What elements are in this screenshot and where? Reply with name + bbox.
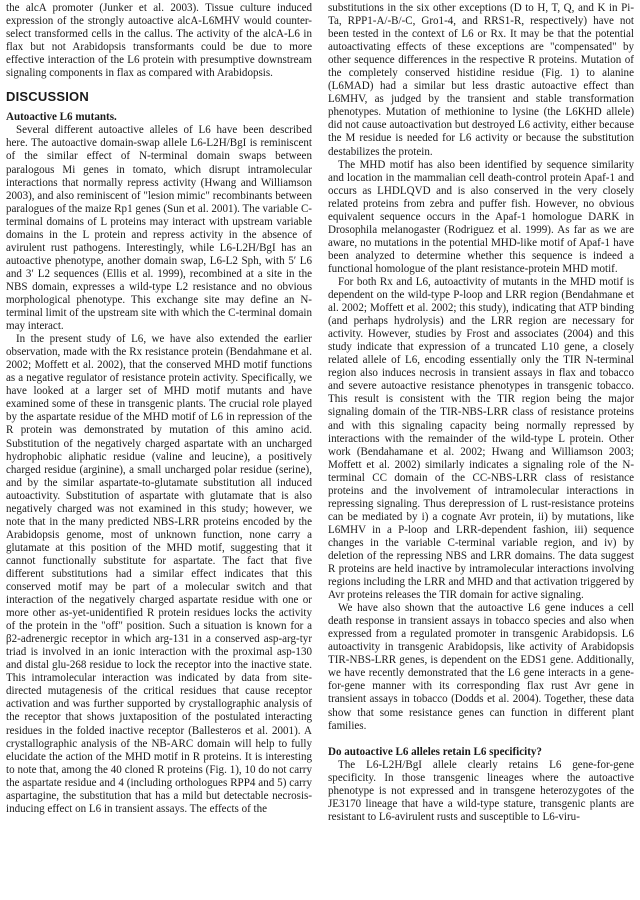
paragraph: For both Rx and L6, autoactivity of mutants in the MHD motif is dependent on the wild-type P-loop and LRR region (Bendahmane et al. 2002; Moffett et al. 2002; this study), indicating that ATP binding (and perhaps hydrolysis) and the LRR region are necessary for activity. However, studies by Frost and associates (2004) and this study indicate that expression of a truncated L10 gene, a closely related allele of L6, encoding essentially only the TIR N-terminal region also induces necrosis in transient assays in flax and tobacco and severe autoactive resistance phenotypes in transgenic tobacco. This result is consistent with the TIR region being the major signaling domain of the TIR-NBS-LRR class of resistance proteins and with this signaling capacity being normally repressed by interactions with the remainder of the wild-type L protein. Other work (Bendahamane et al. 2002; Hwang and Williamson 2003; Moffett et al. 2002) similarly indicates a signaling role of the N-terminal CC domain of the CC-NBS-LRR class of resistance proteins and the involvement of intramolecular interactions in repressing signaling. Thus derepression of L rust-resistance proteins can be mediated by i) a cognate Avr protein, ii) by mutations, like L6MHV in a P-loop and LRR-dependent fashion, iii) sequence changes in the variable C-terminal variable region, and iv) by deletion of the repressing NBS and LRR domains. The data suggest R proteins are held inactive by intramolecular interactions involving regions including the LRR and MHD and that activation triggered by Avr proteins releases the TIR domain for active signaling. <box>328 275 634 602</box>
subheading: Do autoactive L6 alleles retain L6 specificity? <box>328 745 542 758</box>
paragraph: The L6-L2H/BgI allele clearly retains L6 gene-for-gene specificity. In those transgenic lineages where the autoactive phenotype is not expressed and in transgene heterozygotes of the JE3170 lineage that have a wild-type stature, transgenic plants are resistant to L6-avirulent rusts and susceptible to L6-viru- <box>328 758 634 823</box>
paragraph: Several different autoactive alleles of L6 have been described here. The autoactive domain-swap allele L6-L2H/BgI is reminiscent of the similar effect of N-terminal domain swaps between paralogous Mi genes in tomato, which disrupt intramolecular interactions that normally repress activity (Hwang and Williamson 2003), and also reminiscent of "lesion mimic" recombinants between paralogues of the maize Rp1 genes (Sun et al. 2001). The variable C-terminal domains of L proteins may interact with upstream variable domains in the L protein and repress activity in the absence of avirulent rust pathogens. Interestingly, while L6-L2H/BgI has an autoactive phenotype, another domain swap, L6-L2 Sph, with 5′ L6 and 3′ L2 sequences (Ellis et al. 1999), recombined at a site in the NBS domain, expresses a wild-type L2 resistance and no obvious morphological phenotype. This exchange site may define an N-terminal limit of the upstream site with which the C-terminal domain may interact. <box>6 124 312 333</box>
paragraph: The MHD motif has also been identified by sequence similarity and location in the mammalian cell death-control protein Apaf-1 and occurs as LHDLQVD and is also conserved in the very closely related proteins from zebra and puffer fish. However, no obvious equivalent sequence occurs in the Apaf-1 homologue DARK in Drosophila melanogaster (Rodriguez et al. 1999). As far as we are aware, no mutations in the potential MHD-like motif of Apaf-1 have been analyzed to determine whether this sequence is indeed a functional homologue of the plant resistance-protein MHD motif. <box>328 158 634 275</box>
section-heading: DISCUSSION <box>6 89 89 105</box>
right-column <box>328 2 634 824</box>
paragraph: substitutions in the six other exceptions (D to H, T, Q, and K in Pi-Ta, RPP1-A/-B/-C, Gro1-4, and RRS1-R, respectively) have not been tested in the context of L6 or Rx. It may be that the potential autoactivating effects of these exceptions are "compensated" by other sequence differences in the respective R proteins. Mutation of the completely conserved histidine residue (Fig. 1) to alanine (L6MAD) had a similar but less drastic autoactive effect than L6MHV, as judged by the transient and stable transformation phenotypes. Mutation of methionine to lysine (the L6KHD allele) did not cause autoactivation but destroyed L6 activity, either because the M residue is needed for L6 activity or because the substitution destabilizes the protein. <box>328 2 634 158</box>
paragraph: In the present study of L6, we have also extended the earlier observation, made with the Rx resistance protein (Bendahmane et al. 2002; Moffett et al. 2002), that the conserved MHD motif functions as a negative regulator of resistance protein activity. Specifically, we have looked at a larger set of MHD motif mutants and have examined some of these in transgenic plants. The crucial role played by the aspartate residue of the MHD motif of L6 in repression of the R protein was demonstrated by mutation of this amino acid. Substitution of the negatively charged aspartate with an uncharged hydrophobic aliphatic residue (valine and leucine), a positively charged residue (arginine), a small uncharged polar residue (serine), and by the similar aspartate-to-glutamate substitution all induced autoactivity. Substitution of aspartate with glutamate that is also negatively charged was not examined in this study; however, we note that in the many predicted NBS-LRR proteins encoded by the Arabidopsis genome, most of unknown function, none carry a glutamate at this position of the MHD motif, suggesting that it cannot functionally substitute for aspartate. The fact that five different substitutions had a similar effect indicates that this conserved motif may be part of a molecular switch and that interaction of the negatively charged aspartate residue with one or more other as-yet-unidentified R protein residues locks the activity of the protein in the "off" position. Such a situation is known for a β2-adrenergic receptor in which arg-131 in a conserved asp-arg-tyr triad is involved in an ionic interaction with the proximal asp-130 and distal glu-268 residue to lock the receptor into the inactive state. This intramolecular interaction was indicated by data from site-directed mutagenesis of the critical residues that cause receptor activation and was further supported by crystallographic analysis of the receptor that shows juxtaposition of the postulated interacting residues in the folded inactive receptor (Ballesteros et al. 2001). A crystallographic analysis of the NB-ARC domain will help to fully elucidate the action of the MHD motif in R proteins. It is interesting to note that, among the 40 cloned R proteins (Fig. 1), 10 do not carry the aspartate residue and 4 (including orthologues RPP4 and 5) carry aspartagine, the substitution that has a mild but detectable necrosis-inducing effect on L6 in transient assays. The effects of the <box>6 333 312 815</box>
left-column <box>6 2 312 824</box>
subheading: Autoactive L6 mutants. <box>6 111 117 124</box>
paragraph: We have also shown that the autoactive L6 gene induces a cell death response in transient assays in tobacco species and also when expressed from a regulated promoter in transgenic Arabidopsis. L6 autoactivity in transgenic Arabidopsis, like activity of Arabidopsis TIR-NBS-LRR genes, is dependent on the EDS1 gene. Additionally, we have recently demonstrated that the L6 gene interacts in a gene-for-gene manner with its corresponding flax rust Avr gene in transient assays in tobacco (Dodds et al. 2004). Together, these data show that some resistance genes can function in different plant families. <box>328 602 634 732</box>
intro-paragraph: the alcA promoter (Junker et al. 2003). Tissue culture induced expression of the strongly autoactive alcA-L6MHV would counter-select transformed cells in the callus. The activity of the alcA-L6 in flax but not Arabidopsis transformants could be due to more effective interaction of the L6 protein with presumptive downstream signaling components in flax as compared with Arabidopsis. <box>6 2 312 80</box>
spacer <box>328 733 634 742</box>
two-column-body <box>6 2 634 824</box>
